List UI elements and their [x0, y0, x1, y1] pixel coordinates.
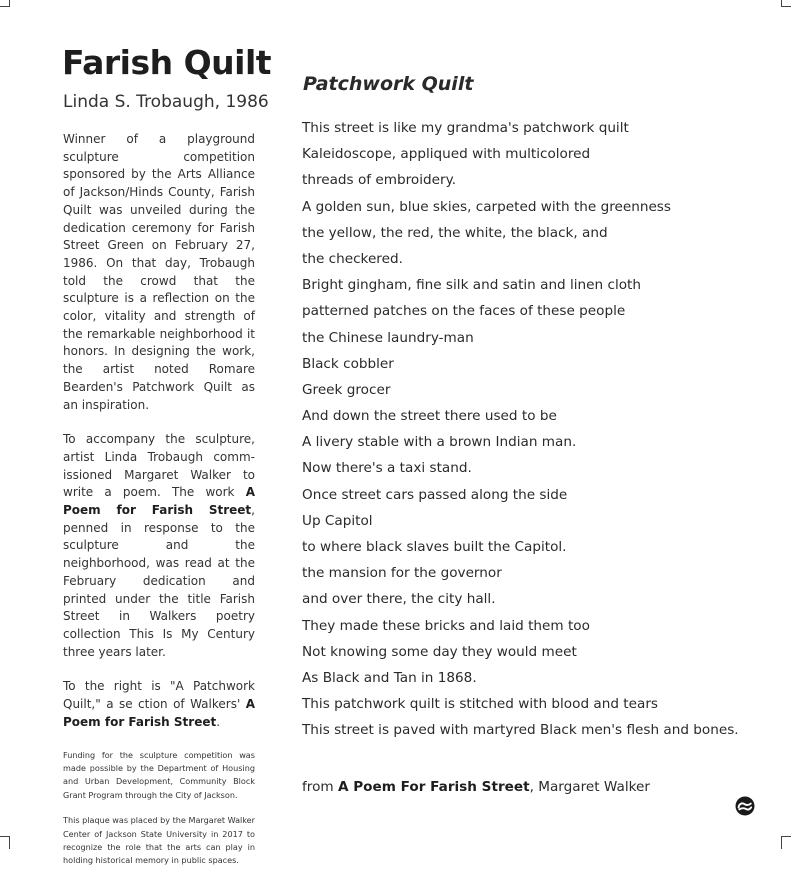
crop-mark	[781, 6, 791, 7]
poem-line: the Chinese laundry-man	[302, 329, 474, 346]
description-paragraph: To accompany the sculpture, artist Linda Trobaugh commissioned Margaret Walker to write a poem. The work A Poem for Farish Street, penned in response to the sculpture and the neighborhood, was read at the February dedication and printed under the title Farish Street in Walkers poetry collection This Is My Century three years later.	[63, 432, 255, 659]
plaque-note: This plaque was placed by the Margaret Walker Center of Jackson State University in 2017 to recognize the role that the arts can play in holding historical memory in public spaces.	[63, 815, 255, 866]
poem-line: Black cobbler	[302, 355, 394, 372]
footnotes	[63, 749, 255, 868]
poem-line: As Black and Tan in 1868.	[302, 669, 477, 686]
poem-line: the checkered.	[302, 250, 403, 267]
swirl-logo-icon	[735, 796, 755, 816]
poem-line: A livery stable with a brown Indian man.	[302, 434, 577, 451]
description-paragraph: To the right is "A Patchwork Quilt," a se ction of Walkers' A Poem for Farish Street.	[63, 679, 255, 729]
poem-line: And down the street there used to be	[302, 408, 557, 425]
poem-line: Now there's a taxi stand.	[302, 460, 472, 477]
poem-line: Kaleidoscope, appliqued with multicolored	[302, 146, 591, 163]
crop-mark	[9, 0, 10, 7]
crop-mark	[781, 0, 782, 7]
crop-mark	[0, 836, 9, 837]
poem-line: the mansion for the governor	[302, 565, 502, 582]
poem-line: threads of embroidery.	[302, 172, 457, 189]
artist-credit: Linda S. Trobaugh, 1986	[63, 92, 269, 112]
page-title: Farish Quilt	[62, 43, 272, 82]
crop-mark	[0, 6, 9, 7]
poem-title: Patchwork Quilt	[303, 73, 474, 95]
poem-line: Not knowing some day they would meet	[302, 643, 577, 660]
description-paragraph: Winner of a playground sculpture competition sponsored by the Arts Alliance of Jackson/Hinds County, Farish Quilt was unveiled during the dedication ceremony for Farish Street Green on February 27, 1986. On that day, Trobaugh told the crowd that the sculpture is a reflection on the color, vitality and strength of the remarkable neighborhood it honors. In designing the work, the artist noted Romare Bearden's Patchwork Quilt as an inspiration.	[63, 132, 255, 412]
poem-line: Bright gingham, fine silk and satin and linen cloth	[302, 277, 641, 294]
poem-line: the yellow, the red, the white, the black, and	[302, 224, 608, 241]
poem-line: A golden sun, blue skies, carpeted with the greenness	[302, 198, 671, 215]
funding-note: Funding for the sculpture competition was made possible by the Department of Housing and Urban Development, Community Block Grant Program through the City of Jackson.	[63, 749, 255, 800]
poem-line: This street is paved with martyred Black men's flesh and bones.	[302, 722, 739, 739]
poem-line: and over there, the city hall.	[302, 591, 496, 608]
poem-reference: A Poem for Farish Street	[63, 697, 255, 729]
poem-line: They made these bricks and laid them too	[302, 617, 590, 634]
poem-line: This patchwork quilt is stitched with blood and tears	[302, 696, 658, 713]
poem-lines	[302, 118, 739, 747]
source-title: A Poem For Farish Street	[337, 779, 530, 795]
poem-line: Greek grocer	[302, 381, 391, 398]
description-column	[63, 131, 255, 880]
poem-line: patterned patches on the faces of these people	[302, 303, 626, 320]
crop-mark	[781, 836, 791, 837]
poem-line: Once street cars passed along the side	[302, 486, 568, 503]
crop-mark	[781, 836, 782, 849]
crop-mark	[9, 836, 10, 849]
poem-line: to where black slaves built the Capitol.	[302, 539, 567, 555]
poem-source: from A Poem For Farish Street, Margaret Walker	[302, 779, 650, 795]
poem-line: Up Capitol	[302, 512, 373, 529]
poem-line: This street is like my grandma's patchwork quilt	[302, 120, 629, 136]
poem-reference: A Poem for Farish Street	[63, 485, 255, 518]
